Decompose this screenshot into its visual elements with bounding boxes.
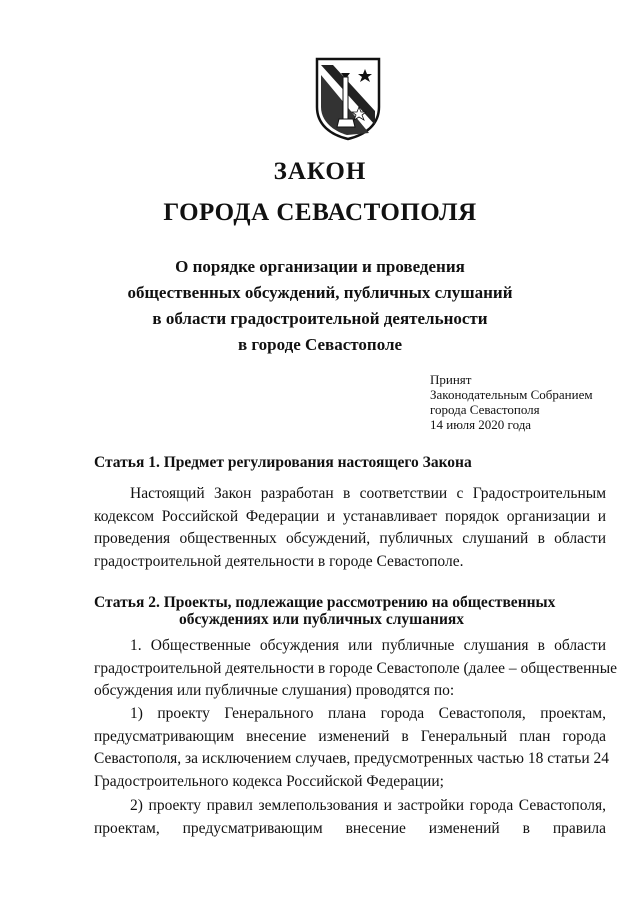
text-line: предусматривающим внесение изменений в Генеральный план города xyxy=(94,727,606,745)
adoption-date: 14 июля 2020 года xyxy=(430,417,532,432)
law-name-line: О порядке организации и проведения xyxy=(175,257,465,276)
adoption-info xyxy=(430,372,593,432)
law-name-line: в городе Севастополе xyxy=(237,335,403,354)
text-line: проведения общественных обсуждений, публичных слушаний в области xyxy=(94,530,606,547)
text-line: Севастополя, за исключением случаев, предусмотренных частью 18 статьи 24 xyxy=(94,750,610,767)
text-line: градостроительной деятельности в городе Севастополе (далее – общественные xyxy=(94,659,618,677)
text-line: Настоящий Закон разработан в соответствии с Градостроительным xyxy=(130,485,606,502)
law-name-line: в области градостроительной деятельности xyxy=(152,309,488,328)
article-1-paragraph xyxy=(94,483,606,573)
text-line: 2) проекту правил землепользования и застройки города Севастополя, xyxy=(130,797,606,814)
text-line: кодексом Российской Федерации и устанавливает порядок организации и xyxy=(94,507,606,525)
adoption-line: Принят xyxy=(430,372,472,387)
text-line: 1) проекту Генерального плана города Севастополя, проектам, xyxy=(130,705,606,722)
text-line: проектам, предусматривающим внесение изменений в правила xyxy=(94,819,606,837)
text-line: Градостроительного кодекса Российской Федерации; xyxy=(94,772,444,790)
text-line: обсуждения или публичные слушания) проводятся по: xyxy=(94,682,455,699)
adoption-line: города Севастополя xyxy=(430,402,540,417)
article-1-heading: Статья 1. Предмет регулирования настоящего Закона xyxy=(94,454,472,471)
law-name xyxy=(60,254,580,358)
article-2-item-1 xyxy=(94,703,610,793)
article-2-heading-line: обсуждениях или публичных слушаниях xyxy=(179,611,465,628)
document-subtitle: ГОРОДА СЕВАСТОПОЛЯ xyxy=(163,199,477,226)
text-line: 1. Общественные обсуждения или публичные слушания в области xyxy=(130,637,606,654)
sevastopol-coat-of-arms-icon xyxy=(313,55,383,141)
article-2-item-2 xyxy=(94,795,606,840)
adoption-line: Законодательным Собранием xyxy=(430,387,593,402)
text-line: градостроительной деятельности в городе Севастополе. xyxy=(94,552,464,570)
law-name-line: общественных обсуждений, публичных слушаний xyxy=(127,283,513,302)
article-2-heading xyxy=(94,594,555,628)
article-2-heading-line: Статья 2. Проекты, подлежащие рассмотрению на общественных xyxy=(94,594,556,611)
document-title: ЗАКОН xyxy=(273,158,367,185)
article-2-paragraph-1 xyxy=(94,635,618,703)
